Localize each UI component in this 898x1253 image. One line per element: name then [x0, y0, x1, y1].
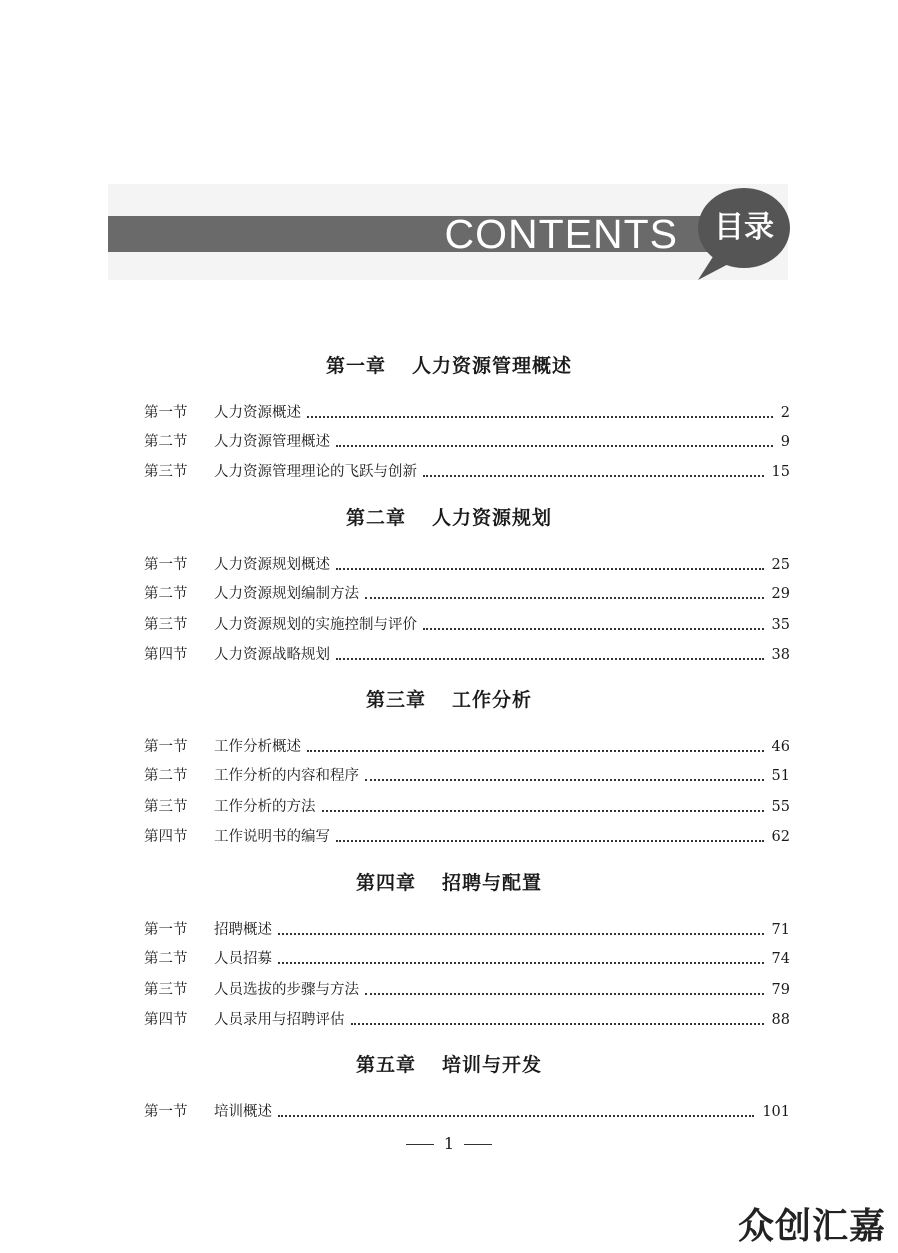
section-number: 第二节 — [144, 768, 188, 784]
section-number: 第一节 — [144, 557, 188, 573]
section-number: 第一节 — [144, 405, 188, 421]
chapter-number: 第五章 — [355, 1054, 416, 1076]
chapter-title: 工作分析 — [452, 689, 533, 711]
dot-leader — [336, 658, 764, 660]
dot-leader — [365, 779, 764, 781]
toc-entry[interactable] — [144, 553, 790, 577]
section-number: 第四节 — [144, 647, 188, 663]
section-number: 第三节 — [144, 799, 188, 815]
toc-entry[interactable] — [144, 401, 790, 425]
dot-leader — [336, 568, 764, 570]
page-number: 46 — [771, 739, 790, 755]
toc-entry[interactable] — [144, 825, 790, 849]
toc-entry[interactable] — [144, 918, 790, 942]
section-title: 人力资源管理概述 — [214, 434, 330, 450]
chapter-title: 招聘与配置 — [442, 872, 543, 894]
section-title: 招聘概述 — [214, 922, 272, 938]
section-title: 人员选拔的步骤与方法 — [214, 982, 359, 998]
chapter-heading — [0, 686, 898, 714]
toc-entry[interactable] — [144, 795, 790, 819]
toc-entry[interactable] — [144, 582, 790, 606]
page-footer — [0, 1130, 898, 1158]
section-title: 工作说明书的编写 — [214, 829, 330, 845]
toc-entry[interactable] — [144, 430, 790, 454]
page-number: 88 — [771, 1012, 790, 1028]
dot-leader — [278, 962, 764, 964]
section-title: 人员录用与招聘评估 — [214, 1012, 345, 1028]
chapter-title: 人力资源规划 — [432, 507, 553, 529]
toc-entry[interactable] — [144, 1100, 790, 1124]
page-number: 79 — [771, 982, 790, 998]
page-number: 55 — [771, 799, 790, 815]
dot-leader — [278, 933, 764, 935]
toc-entry[interactable] — [144, 613, 790, 637]
watermark-logo: 众创汇嘉 — [738, 1206, 887, 1247]
toc-entry[interactable] — [144, 735, 790, 759]
toc-entry[interactable] — [144, 643, 790, 667]
toc-entry[interactable] — [144, 1008, 790, 1032]
section-title: 工作分析的内容和程序 — [214, 768, 359, 784]
section-title: 人力资源战略规划 — [214, 647, 330, 663]
section-title: 工作分析的方法 — [214, 799, 316, 815]
chapter-title: 培训与开发 — [442, 1054, 543, 1076]
section-number: 第四节 — [144, 829, 188, 845]
contents-title: CONTENTS — [444, 211, 678, 257]
page-number: 2 — [780, 405, 790, 421]
dot-leader — [336, 445, 773, 447]
dot-leader — [423, 475, 764, 477]
section-number: 第二节 — [144, 434, 188, 450]
chapter-heading — [0, 352, 898, 380]
chapter-title: 人力资源管理概述 — [412, 355, 573, 377]
chapter-number: 第四章 — [355, 872, 416, 894]
page-number: 29 — [771, 586, 790, 602]
page-number: 15 — [771, 464, 790, 480]
section-number: 第一节 — [144, 739, 188, 755]
footer-dash-right — [464, 1144, 492, 1145]
page-number: 51 — [771, 768, 790, 784]
section-number: 第三节 — [144, 982, 188, 998]
chapter-number: 第二章 — [345, 507, 406, 529]
chapter-heading — [0, 869, 898, 897]
dot-leader — [322, 810, 764, 812]
section-number: 第四节 — [144, 1012, 188, 1028]
page-number: 38 — [771, 647, 790, 663]
page-number: 71 — [771, 922, 790, 938]
dot-leader — [307, 750, 764, 752]
toc-entry[interactable] — [144, 947, 790, 971]
toc-entry[interactable] — [144, 978, 790, 1002]
chapter-heading — [0, 1051, 898, 1079]
section-title: 人力资源规划编制方法 — [214, 586, 359, 602]
chapter-number: 第一章 — [325, 355, 386, 377]
dot-leader — [351, 1023, 764, 1025]
dot-leader — [365, 597, 764, 599]
dot-leader — [336, 840, 764, 842]
dot-leader — [307, 416, 773, 418]
contents-badge: 目录 — [714, 210, 774, 245]
page-number: 25 — [771, 557, 790, 573]
section-number: 第三节 — [144, 617, 188, 633]
section-title: 人力资源规划的实施控制与评价 — [214, 617, 417, 633]
page-number: 74 — [771, 951, 790, 967]
dot-leader — [365, 993, 764, 995]
section-number: 第一节 — [144, 922, 188, 938]
chapter-heading — [0, 504, 898, 532]
section-title: 人员招募 — [214, 951, 272, 967]
section-title: 人力资源规划概述 — [214, 557, 330, 573]
page-number: 101 — [762, 1104, 790, 1120]
section-title: 人力资源概述 — [214, 405, 301, 421]
page-number: 62 — [771, 829, 790, 845]
page-number: 9 — [780, 434, 790, 450]
section-number: 第一节 — [144, 1104, 188, 1120]
footer-page-number: 1 — [443, 1134, 455, 1153]
toc-entry[interactable] — [144, 764, 790, 788]
section-number: 第三节 — [144, 464, 188, 480]
section-title: 人力资源管理理论的飞跃与创新 — [214, 464, 417, 480]
toc-entry[interactable] — [144, 460, 790, 484]
section-title: 培训概述 — [214, 1104, 272, 1120]
footer-dash-left — [406, 1144, 434, 1145]
section-number: 第二节 — [144, 586, 188, 602]
dot-leader — [423, 628, 764, 630]
dot-leader — [278, 1115, 754, 1117]
chapter-number: 第三章 — [365, 689, 426, 711]
section-title: 工作分析概述 — [214, 739, 301, 755]
section-number: 第二节 — [144, 951, 188, 967]
page-number: 35 — [771, 617, 790, 633]
